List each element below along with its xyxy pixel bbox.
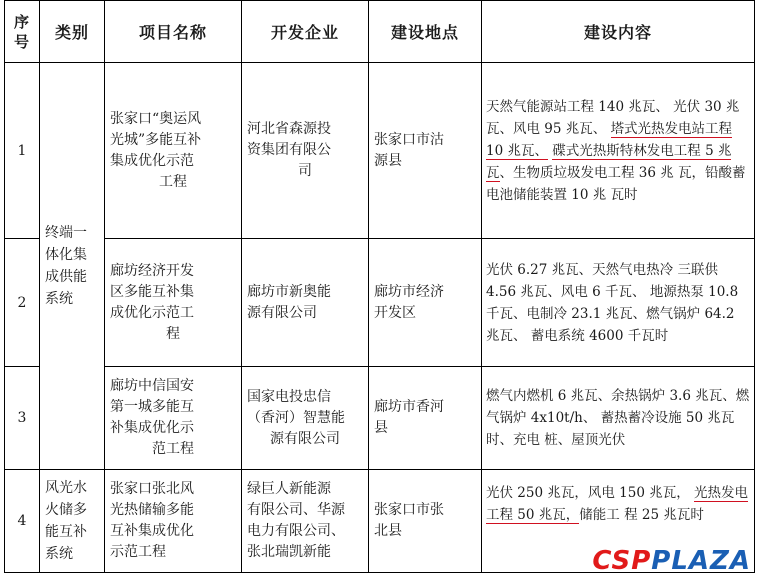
company-line: 绿巨人新能源: [247, 481, 331, 497]
company-cell: [242, 367, 369, 470]
header-seq-b: 号: [13, 32, 30, 51]
content-line: [486, 165, 674, 182]
row-number: 4: [5, 470, 40, 573]
table-row: [5, 239, 755, 367]
location-cell: [369, 63, 482, 239]
project-line: 廊坊经济开发: [110, 262, 194, 279]
project-line: 张家口“奥运风: [110, 110, 202, 127]
category-line: 成供能: [45, 269, 87, 285]
content-line: 燃气内燃机 6 兆瓦、余热锅炉: [486, 388, 666, 404]
category-line: 体化集: [45, 247, 87, 263]
content-line: 23.1 兆瓦、燃气锅炉 64.2 兆瓦、: [486, 305, 735, 344]
company-line: 有限公司、华源: [247, 502, 345, 518]
company-line: 司: [298, 163, 312, 179]
header-category: 类别: [40, 1, 105, 63]
content-line: 程 25 兆瓦时: [624, 507, 704, 523]
location-line: 源县: [374, 152, 402, 169]
project-line: 张家口张北风: [110, 481, 194, 497]
company-line: 张北瑞凯新能: [247, 544, 331, 560]
content-line: 蓄热蓄冷设施 50 兆瓦时、充电: [486, 410, 735, 448]
project-name-cell: [105, 470, 242, 573]
content-cell: [482, 63, 755, 239]
company-cell: [242, 239, 369, 367]
header-content: 建设内容: [482, 1, 755, 63]
content-line: 地源热泵 10.8 千瓦、电制冷: [486, 283, 739, 322]
project-line: 互补集成优化: [110, 523, 194, 539]
watermark-plaza: PLAZA: [651, 546, 751, 576]
content-line: 蓄电系统 4600 千瓦时: [530, 327, 669, 344]
company-line: （香河）智慧能: [247, 409, 345, 426]
company-line: 廊坊市新奥能: [247, 283, 331, 300]
category-line: 能互补: [45, 524, 87, 540]
location-line: 张家口市沽: [374, 131, 444, 148]
project-line: 范工程: [152, 441, 194, 457]
content-highlight-fragment: 光热发电工程 50 兆瓦，: [486, 485, 748, 523]
location-cell: [369, 470, 482, 573]
category-line: 火储多: [45, 502, 87, 518]
header-seq-a: 序: [13, 12, 30, 31]
location-line: 廊坊市香河: [374, 399, 444, 415]
company-cell: [242, 470, 369, 573]
project-name-cell: [105, 63, 242, 239]
category-line: 系统: [45, 291, 73, 307]
header-location: 建设地点: [369, 1, 482, 63]
table-row: [5, 367, 755, 470]
project-line: 第一城多能互: [110, 399, 194, 415]
content-fragment: 储能工: [579, 507, 620, 523]
content-line: 天然气能源站工程 140 兆瓦、: [486, 98, 669, 115]
project-table: [4, 0, 755, 573]
content-line-highlighted: 碟式光热斯特林发电工程 5 兆: [552, 142, 732, 159]
category-line: 终端一: [45, 225, 87, 241]
project-name-cell: [105, 239, 242, 367]
category-line: 系统: [45, 546, 73, 562]
project-line: 区多能互补集: [110, 283, 194, 300]
row-number: 3: [5, 367, 40, 470]
company-line: 河北省森源投: [247, 121, 331, 137]
location-line: 廊坊市经济: [374, 283, 444, 300]
location-line: 北县: [374, 523, 402, 539]
project-line: 示范工程: [110, 544, 166, 560]
project-line: 程: [166, 325, 180, 342]
header-row: [5, 1, 755, 63]
content-line: 瓦，铅酸蓄电池储能装置 10 兆: [486, 164, 746, 203]
project-name-cell: [105, 367, 242, 470]
location-line: 县: [374, 420, 388, 436]
content-line: 光伏 250 兆瓦，风电 150 兆瓦，: [486, 485, 690, 501]
project-line: 光城”多能互补: [110, 131, 202, 148]
project-line: 光热储输多能: [110, 502, 194, 518]
project-line: 集成优化示范: [110, 152, 194, 169]
category-cell: [40, 470, 105, 573]
content-line: 桩、屋顶光伏: [544, 432, 626, 448]
location-cell: [369, 239, 482, 367]
row-number: 1: [5, 63, 40, 239]
project-line: 补集成优化示: [110, 420, 194, 436]
project-line: 成优化示范工: [110, 304, 194, 321]
category-cell: [40, 63, 105, 470]
content-line: 瓦时: [610, 186, 638, 203]
company-cell: [242, 63, 369, 239]
header-seq: [5, 1, 40, 63]
content-line: 光伏 6.27 兆瓦、天然气电热冷: [486, 261, 674, 278]
header-company: 开发企业: [242, 1, 369, 63]
csp-plaza-watermark: [592, 546, 751, 576]
category-line: 风光水: [45, 480, 87, 496]
content-cell: [482, 367, 755, 470]
header-project: 项目名称: [105, 1, 242, 63]
content-line: 三联供 4.56 兆瓦、风电 6 千瓦、: [486, 261, 718, 300]
location-line: 开发区: [374, 304, 416, 321]
company-line: 电力有限公司、: [247, 523, 345, 539]
location-cell: [369, 367, 482, 470]
project-line: 廊坊中信国安: [110, 378, 194, 394]
company-line: 源有限公司: [247, 304, 317, 321]
location-line: 张家口市张: [374, 502, 444, 518]
table-row: [5, 63, 755, 239]
content-cell: [482, 239, 755, 367]
project-line: 工程: [159, 173, 187, 190]
watermark-csp: CSP: [592, 546, 652, 576]
content-highlight-fragment: 瓦: [486, 164, 500, 181]
company-line: 资集团有限公: [247, 142, 331, 158]
content-line: 3.6 兆瓦、燃气锅炉 4x10t/h、: [486, 388, 750, 426]
content-line: 光伏 30 兆瓦、风电 95 兆瓦、: [486, 98, 740, 137]
company-line: 国家电投忠信: [247, 388, 331, 405]
company-line: 源有限公司: [270, 430, 340, 447]
content-line-highlighted: 塔式光热发电站工程 10 兆瓦、: [486, 120, 733, 159]
row-number: 2: [5, 239, 40, 367]
content-fragment: 、生物质垃圾发电工程 36 兆: [499, 164, 674, 181]
